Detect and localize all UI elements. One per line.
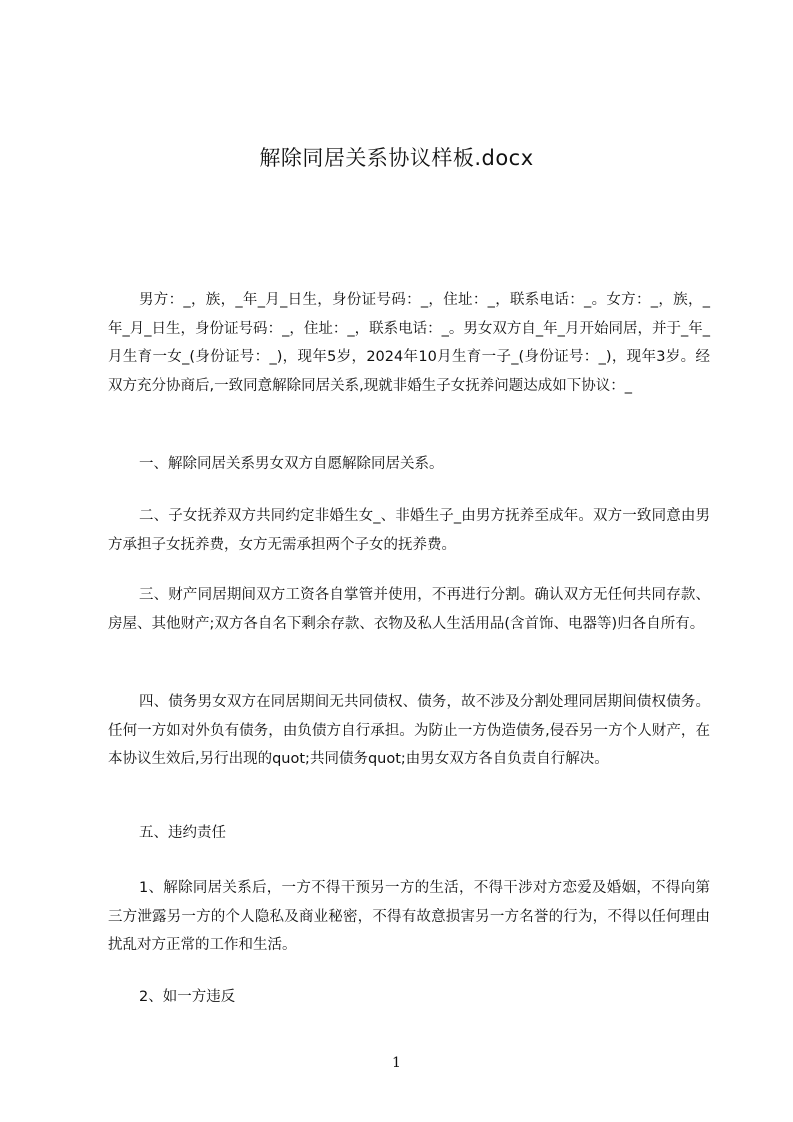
paragraph-section-4: 四、债务男女双方在同居期间无共同债权、债务，故不涉及分割处理同居期间债权债务。任何一方如对外负有债务，由负债方自行承担。为防止一方伪造债务,侵吞另一方个人财产，在本协议生效后,另行出现的quot;共同债务quot;由男女双方各自负责自行解决。: [108, 694, 710, 767]
paragraph-clause-2: 2、如一方违反: [139, 989, 236, 1005]
paragraph-section-2: 二、子女抚养双方共同约定非婚生女_、非婚生子_由男方抚养至成年。双方一致同意由男方承担子女抚养费，女方无需承担两个子女的抚养费。: [108, 508, 710, 553]
page-number: 1: [392, 1055, 401, 1071]
paragraph-section-5-heading: 五、违约责任: [139, 825, 226, 841]
paragraph-section-1: 一、解除同居关系男女双方自愿解除同居关系。: [139, 456, 444, 472]
paragraph-clause-1: 1、解除同居关系后，一方不得干预另一方的生活，不得干涉对方恋爱及婚姻，不得向第三方泄露另一方的个人隐私及商业秘密，不得有故意损害另一方名誉的行为，不得以任何理由扰乱对方正常的工作和生活。: [108, 880, 710, 953]
paragraph-section-3: 三、财产同居期间双方工资各自掌管并使用，不再进行分割。确认双方无任何共同存款、房屋、其他财产;双方各自名下剩余存款、衣物及私人生活用品(含首饰、电器等)归各自所有。: [108, 587, 710, 632]
document-title: 解除同居关系协议样板.docx: [259, 146, 534, 170]
paragraph-parties: 男方：_，族，_年_月_日生，身份证号码：_，住址：_，联系电话：_。女方：_，族，_年_月_日生，身份证号码：_，住址：_，联系电话：_。男女双方自_年_月开始同居，并于_年_月生育一女_(身份证号：_)，现年5岁，2024年10月生育一子_(身份证号：_)，现年3岁。经双方充分协商后,一致同意解除同居关系,现就非婚生子女抚养问题达成如下协议：_: [108, 292, 710, 394]
